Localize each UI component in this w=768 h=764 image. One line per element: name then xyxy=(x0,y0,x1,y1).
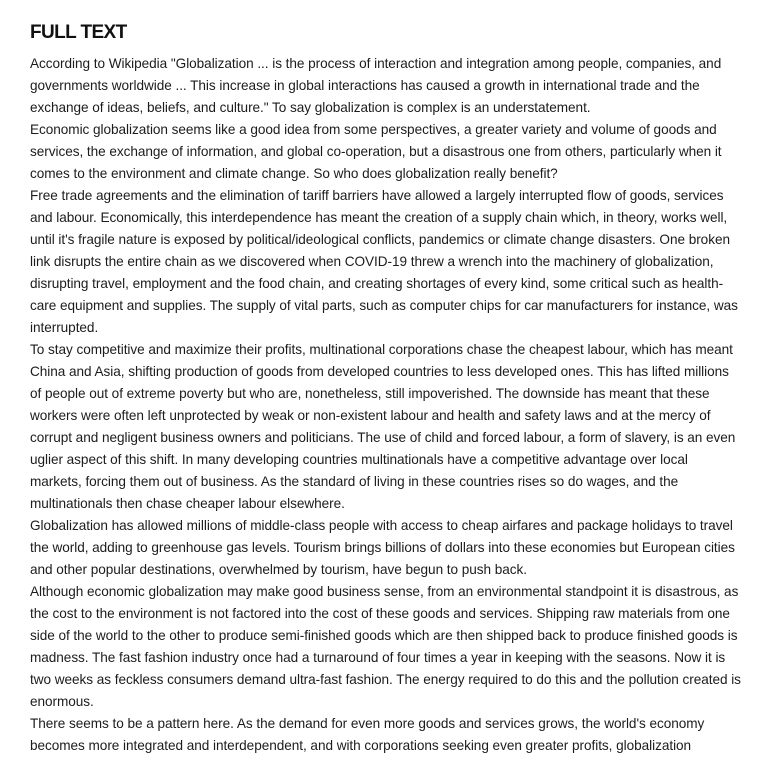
document-heading: FULL TEXT xyxy=(30,22,127,43)
paragraph: According to Wikipedia "Globalization ... is the process of interaction and integration among people, companies, and governments worldwide ... This increase in global interactions has caused a growth in international trade and the exchange of ideas, beliefs, and culture." To say globalization is complex is an understatement. xyxy=(30,56,722,115)
paragraph: To stay competitive and maximize their profits, multinational corporations chase the cheapest labour, which has meant China and Asia, shifting production of goods from developed countries to less developed ones. This has lifted millions of people out of extreme poverty but who are, nonetheless, still impoverished. The downside has meant that these workers were often left unprotected by weak or non-existent labour and health and safety laws and at the mercy of corrupt and negligent business owners and politicians. The use of child and forced labour, a form of slavery, is an even uglier aspect of this shift. In many developing countries multinationals have a competitive advantage over local markets, forcing them out of business. As the standard of living in these countries rises so do wages, and the multinationals then chase cheaper labour elsewhere. xyxy=(30,342,736,511)
paragraph: Free trade agreements and the elimination of tariff barriers have allowed a largely interrupted flow of goods, services and labour. Economically, this interdependence has meant the creation of a supply chain which, in theory, works well, until it's fragile nature is exposed by political/ideological conflicts, pandemics or climate change disasters. One broken link disrupts the entire chain as we discovered when COVID-19 threw a wrench into the machinery of globalization, disrupting travel, employment and the food chain, and creating shortages of every kind, some critical such as health-care equipment and supplies. The supply of vital parts, such as computer chips for car manufacturers for instance, was interrupted. xyxy=(30,188,738,335)
document-body xyxy=(30,53,742,757)
paragraph: Economic globalization seems like a good idea from some perspectives, a greater variety and volume of goods and services, the exchange of information, and global co-operation, but a disastrous one from others, particularly when it comes to the environment and climate change. So who does globalization really benefit? xyxy=(30,122,722,181)
paragraph: Globalization has allowed millions of middle-class people with access to cheap airfares and package holidays to travel the world, adding to greenhouse gas levels. Tourism brings billions of dollars into these economies but European cities and other popular destinations, overwhelmed by tourism, have begun to push back. xyxy=(30,518,735,577)
paragraph: There seems to be a pattern here. As the demand for even more goods and services grows, the world's economy becomes more integrated and interdependent, and with corporations seeking even greater profits, globalization xyxy=(30,716,705,753)
document-page xyxy=(30,22,742,757)
paragraph: Although economic globalization may make good business sense, from an environmental standpoint it is disastrous, as the cost to the environment is not factored into the cost of these goods and services. Shipping raw materials from one side of the world to the other to produce semi-finished goods which are then shipped back to produce finished goods is madness. The fast fashion industry once had a turnaround of four times a year in keeping with the seasons. Now it is two weeks as feckless consumers demand ultra-fast fashion. The energy required to do this and the pollution created is enormous. xyxy=(30,584,741,709)
